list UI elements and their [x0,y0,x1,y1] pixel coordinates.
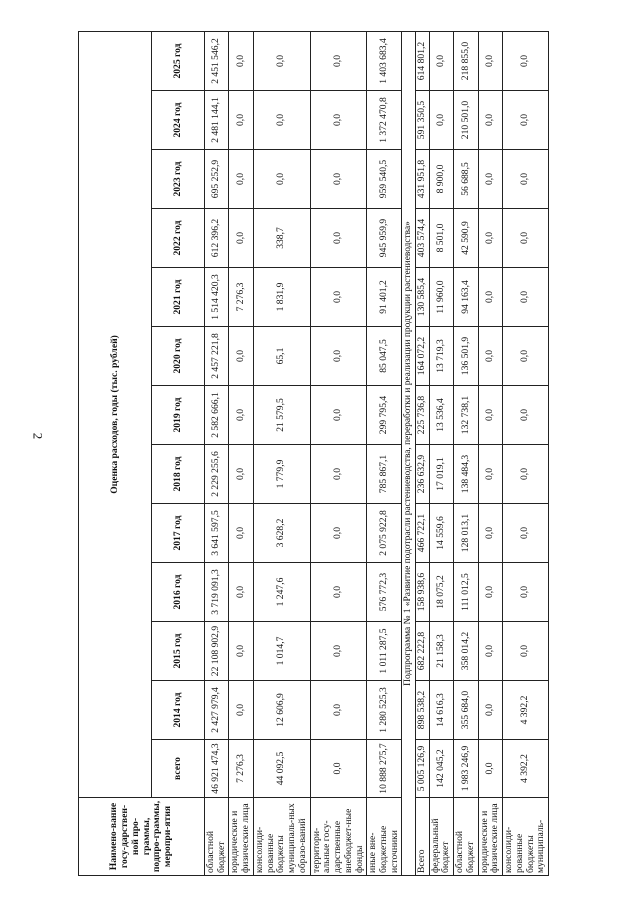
rotated-table-container [78,31,633,876]
table-row [205,32,229,876]
value-cell: 2 457 221,8 [205,327,229,386]
year-header: 2020 год [152,327,205,386]
value-cell: 12 606,9 [253,681,310,740]
value-cell: 358 014,2 [454,622,478,681]
row-name: консолиди-рованные бюджеты муниципаль-ных образо-ваний [253,798,310,876]
subprogram-row [402,32,416,876]
value-cell: 0,0 [478,386,502,445]
value-cell: 0,0 [478,32,502,91]
value-cell: 591 350,5 [416,91,430,150]
year-header: 2018 год [152,445,205,504]
value-cell: 225 736,8 [416,386,430,445]
year-header: 2017 год [152,504,205,563]
value-cell: 21 158,3 [429,622,453,681]
value-cell: 1 280 525,3 [367,681,402,740]
value-cell: 1 014,7 [253,622,310,681]
value-cell: 2 075 922,8 [367,504,402,563]
value-cell: 0,0 [310,681,367,740]
value-cell: 1 011 287,5 [367,622,402,681]
value-cell: 0,0 [229,32,253,91]
value-cell: 785 867,1 [367,445,402,504]
value-cell: 299 795,4 [367,386,402,445]
value-cell: 136 501,9 [454,327,478,386]
value-cell: 130 585,4 [416,268,430,327]
value-cell: 236 632,9 [416,445,430,504]
value-cell: 44 092,5 [253,740,310,798]
value-cell: 0,0 [503,327,549,386]
value-cell: 0,0 [503,445,549,504]
value-cell: 3 719 091,3 [205,563,229,622]
value-cell: 42 590,9 [454,209,478,268]
value-cell: 0,0 [229,327,253,386]
value-cell: 1 514 420,3 [205,268,229,327]
value-cell: 0,0 [310,327,367,386]
table-row [429,32,453,876]
row-name: областной бюджет [205,798,229,876]
value-cell: 0,0 [478,740,502,798]
year-header: 2023 год [152,150,205,209]
value-cell: 0,0 [229,563,253,622]
value-cell: 1 247,6 [253,563,310,622]
value-cell: 0,0 [229,150,253,209]
table-row [454,32,478,876]
table-row [253,32,310,876]
value-cell: 85 047,5 [367,327,402,386]
value-cell: 0,0 [503,150,549,209]
value-cell: 945 959,9 [367,209,402,268]
table-row [367,32,402,876]
value-cell: 1 983 246,9 [454,740,478,798]
value-cell: 56 688,5 [454,150,478,209]
value-cell: 959 540,5 [367,150,402,209]
value-cell: 158 938,6 [416,563,430,622]
subprogram-title: Подпрограмма № 1 «Развитие подотрасли растениеводства, переработки и реализации продукции растениеводства» [402,32,416,876]
value-cell: 0,0 [253,150,310,209]
value-cell: 2 582 666,1 [205,386,229,445]
value-cell: 0,0 [310,150,367,209]
value-cell: 0,0 [229,504,253,563]
year-header-row [152,32,205,876]
value-cell: 0,0 [229,681,253,740]
value-cell: 0,0 [310,740,367,798]
value-cell: 0,0 [503,386,549,445]
value-cell: 0,0 [429,32,453,91]
year-header: 2015 год [152,622,205,681]
value-cell: 14 616,3 [429,681,453,740]
table-body [205,32,549,876]
value-cell: 695 252,9 [205,150,229,209]
year-header: 2019 год [152,386,205,445]
value-cell: 17 019,1 [429,445,453,504]
value-cell: 0,0 [310,32,367,91]
row-name: юридические и физические лица [229,798,253,876]
value-cell: 0,0 [478,445,502,504]
value-cell: 3 641 597,5 [205,504,229,563]
value-cell: 8 900,0 [429,150,453,209]
value-cell: 0,0 [229,622,253,681]
value-cell: 0,0 [253,32,310,91]
value-cell: 0,0 [503,209,549,268]
value-cell: 0,0 [310,622,367,681]
value-cell: 4 392,2 [503,681,549,740]
row-name: федеральный бюджет [429,798,453,876]
value-cell: 431 951,8 [416,150,430,209]
value-cell: 0,0 [503,504,549,563]
value-cell: 0,0 [503,622,549,681]
value-cell: 0,0 [478,504,502,563]
table-row [416,32,430,876]
row-name: территори-альные госу-дарственные внебюджет-ные фонды [310,798,367,876]
year-header: 2022 год [152,209,205,268]
value-cell: 94 163,4 [454,268,478,327]
value-cell: 338,7 [253,209,310,268]
value-cell: 0,0 [310,563,367,622]
row-name: иные вне-бюджетные источники [367,798,402,876]
value-cell: 13 536,4 [429,386,453,445]
value-cell: 1 831,9 [253,268,310,327]
value-cell: 8 501,0 [429,209,453,268]
table-row [229,32,253,876]
value-cell: 2 481 144,1 [205,91,229,150]
value-cell: 898 538,2 [416,681,430,740]
value-cell: 576 772,3 [367,563,402,622]
value-cell: 0,0 [429,91,453,150]
value-cell: 0,0 [478,268,502,327]
value-cell: 0,0 [478,681,502,740]
value-cell: 18 075,2 [429,563,453,622]
row-name: консолиди-рованные бюджеты муниципаль- [503,798,549,876]
row-name: юридические и физические лица [478,798,502,876]
value-cell: 65,1 [253,327,310,386]
year-header: всего [152,740,205,798]
value-cell: 682 222,8 [416,622,430,681]
value-cell: 0,0 [478,150,502,209]
value-cell: 355 684,0 [454,681,478,740]
value-cell: 612 396,2 [205,209,229,268]
value-cell: 138 484,3 [454,445,478,504]
row-name: областной бюджет [454,798,478,876]
value-cell: 11 960,0 [429,268,453,327]
year-header: 2021 год [152,268,205,327]
row-name: Всего [416,798,430,876]
year-header: 2025 год [152,32,205,91]
value-cell: 7 276,3 [229,268,253,327]
value-cell: 2 229 255,6 [205,445,229,504]
value-cell: 0,0 [478,327,502,386]
value-cell: 21 579,5 [253,386,310,445]
value-cell: 10 888 275,7 [367,740,402,798]
value-cell: 0,0 [229,209,253,268]
name-header: Наимено-вание госу-дарствен-ной про-граммы, подпро-граммы, меропри-ятия [79,798,205,876]
value-cell: 0,0 [310,445,367,504]
value-cell: 13 719,3 [429,327,453,386]
page-number: 2 [30,432,46,440]
value-cell: 1 403 683,4 [367,32,402,91]
value-cell: 128 013,1 [454,504,478,563]
value-cell: 0,0 [478,209,502,268]
value-cell: 7 276,3 [229,740,253,798]
value-cell: 0,0 [503,563,549,622]
value-cell: 0,0 [478,563,502,622]
value-cell: 614 801,2 [416,32,430,91]
value-cell: 1 372 470,8 [367,91,402,150]
value-cell: 0,0 [229,386,253,445]
value-cell: 0,0 [310,386,367,445]
value-cell: 0,0 [310,209,367,268]
value-cell: 0,0 [310,268,367,327]
value-cell: 1 779,9 [253,445,310,504]
value-cell: 91 401,2 [367,268,402,327]
table-row [503,32,549,876]
value-cell: 0,0 [310,91,367,150]
value-cell: 2 451 546,2 [205,32,229,91]
value-cell: 0,0 [478,622,502,681]
value-cell: 142 045,2 [429,740,453,798]
value-cell: 0,0 [229,91,253,150]
value-cell: 22 108 902,9 [205,622,229,681]
value-cell: 14 559,6 [429,504,453,563]
year-header: 2024 год [152,91,205,150]
table-row [310,32,367,876]
value-cell: 2 427 979,4 [205,681,229,740]
value-cell: 5 005 126,9 [416,740,430,798]
value-cell: 210 501,0 [454,91,478,150]
expenditure-table [78,31,549,876]
table-row [478,32,502,876]
value-cell: 46 921 474,3 [205,740,229,798]
value-cell: 0,0 [478,91,502,150]
value-cell: 0,0 [229,445,253,504]
year-header: 2016 год [152,563,205,622]
value-cell: 0,0 [253,91,310,150]
year-header: 2014 год [152,681,205,740]
value-cell: 466 722,1 [416,504,430,563]
estimate-header: Оценка расходов, годы (тыс. рублей) [79,32,152,798]
value-cell: 0,0 [503,32,549,91]
value-cell: 0,0 [503,91,549,150]
value-cell: 111 012,5 [454,563,478,622]
value-cell: 403 574,4 [416,209,430,268]
value-cell: 164 072,2 [416,327,430,386]
value-cell: 0,0 [503,268,549,327]
value-cell: 3 628,2 [253,504,310,563]
value-cell: 4 392,2 [503,740,549,798]
value-cell: 218 855,0 [454,32,478,91]
value-cell: 0,0 [310,504,367,563]
value-cell: 132 738,1 [454,386,478,445]
